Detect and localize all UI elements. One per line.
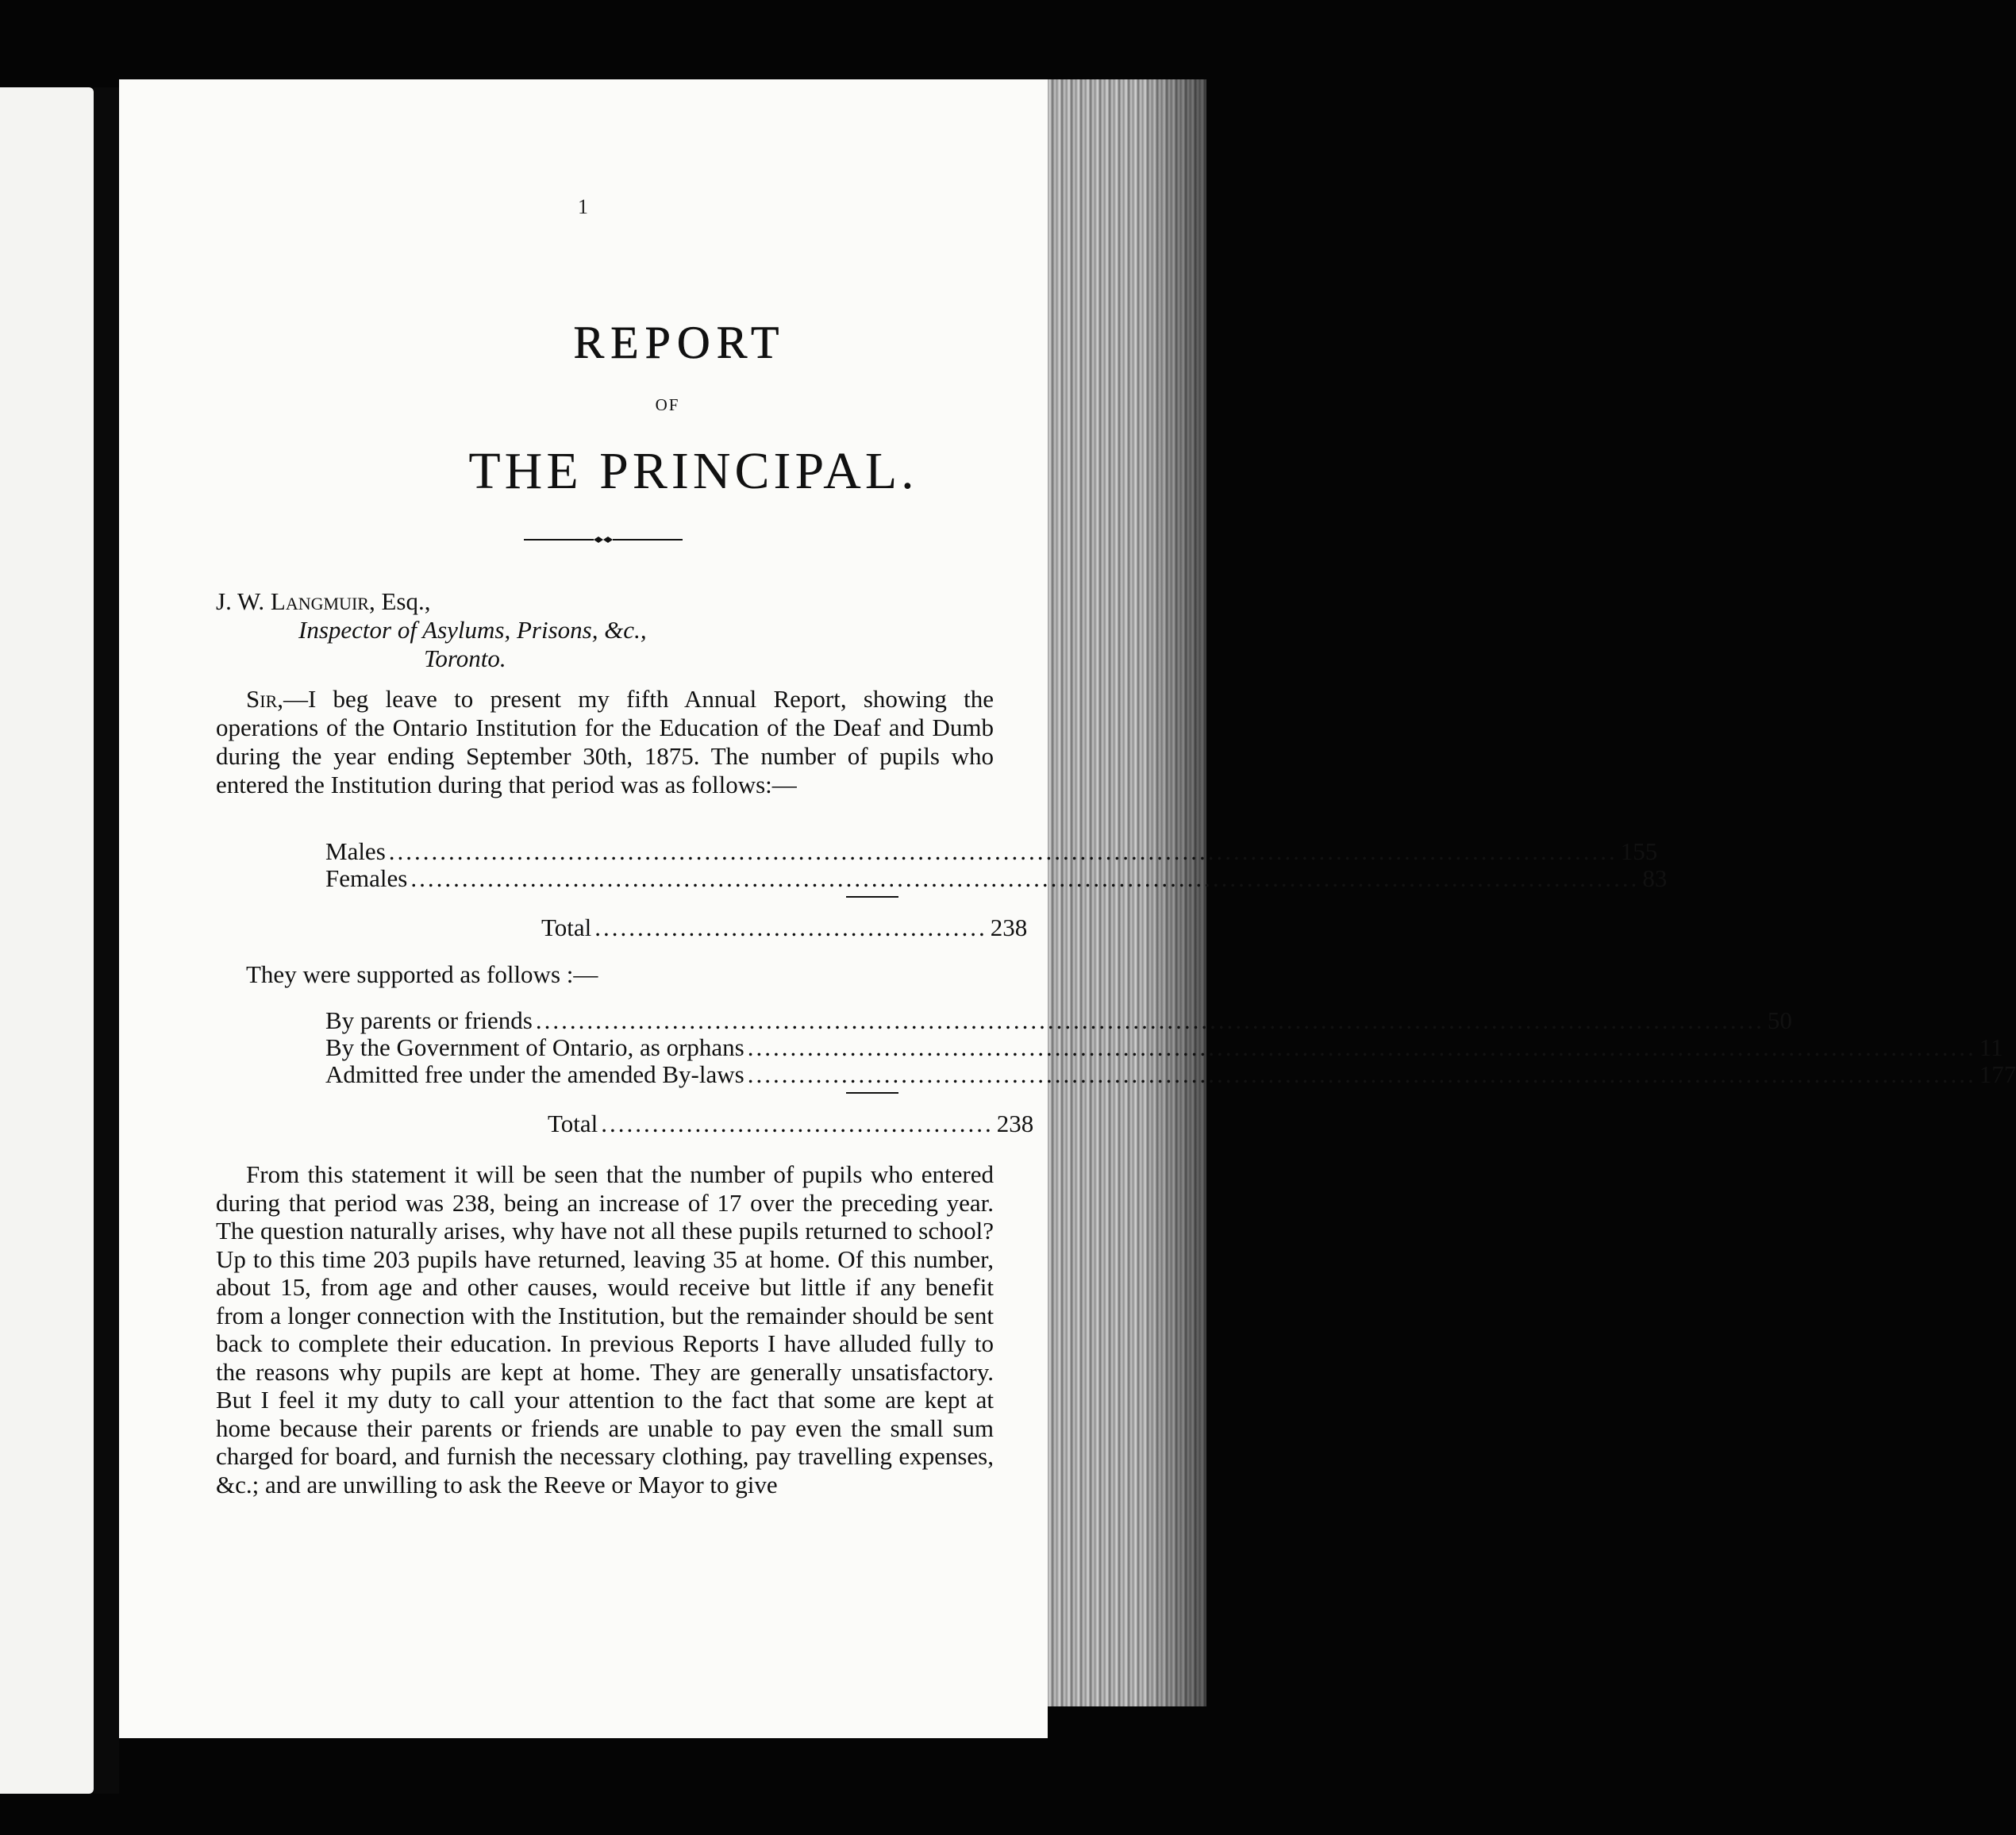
total-row: Total .............................................. 238 (541, 914, 1028, 941)
table-row: Females ..... 83 (325, 864, 898, 891)
report-heading: REPORT (573, 317, 786, 368)
body-paragraph: From this statement it will be seen that the number of pupils who entered during that period was 238, being an increase of 17 over the preceding year. The question naturally arises, why have not all these pupils returned to school? Up to this time 203 pupils have returned, leaving 35 at home. Of this number, about 15, from age and other causes, would receive but little if any benefit from a longer connection with the Institution, but the remainder should be sent back to complete their education. In previous Reports I have alluded fully to the reasons why pupils are kept at home. They are generally unsatisfactory. But I feel it my duty to call your attention to the fact that some are kept at home because their parents or friends are unable to pay even the small sum charged for board, and furnish the necessary clothing, pay travelling expenses, &c.; and are unwilling to ask the Reeve or Mayor to give (216, 1160, 994, 1498)
addressee-name: J. W. Langmuir, Esq., (216, 587, 431, 615)
table-row: Males ..... 155 (325, 837, 898, 864)
intro-paragraph: Sir,—I beg leave to present my fifth Annual Report, showing the operations of the Ontario Institution for the Education of the Deaf and Dumb during the year ending September 30th, 1875. The number of pupils who entered the Institution during that period was as follows:— (216, 685, 994, 798)
pupils-table (325, 837, 1668, 942)
of-heading: OF (655, 395, 680, 414)
total-rule (846, 1092, 898, 1094)
supported-intro: They were supported as follows :— (246, 960, 598, 988)
table-row: Admitted free under the amended By-laws ..... 177 (325, 1060, 898, 1087)
addressee-title: Inspector of Asylums, Prisons, &c., (298, 616, 647, 644)
ornament-divider (524, 532, 683, 548)
total-rule (846, 896, 898, 898)
table-row: By parents or friends ..... 50 (325, 1006, 898, 1033)
support-table (325, 1006, 2016, 1138)
principal-heading: THE PRINCIPAL. (468, 442, 918, 500)
folio-number: 1 (578, 195, 588, 218)
table-row: By the Government of Ontario, as orphans ..... 11 (325, 1033, 898, 1060)
addressee-city: Toronto. (424, 644, 506, 672)
total-row: Total .............................................. 238 (548, 1110, 1034, 1137)
